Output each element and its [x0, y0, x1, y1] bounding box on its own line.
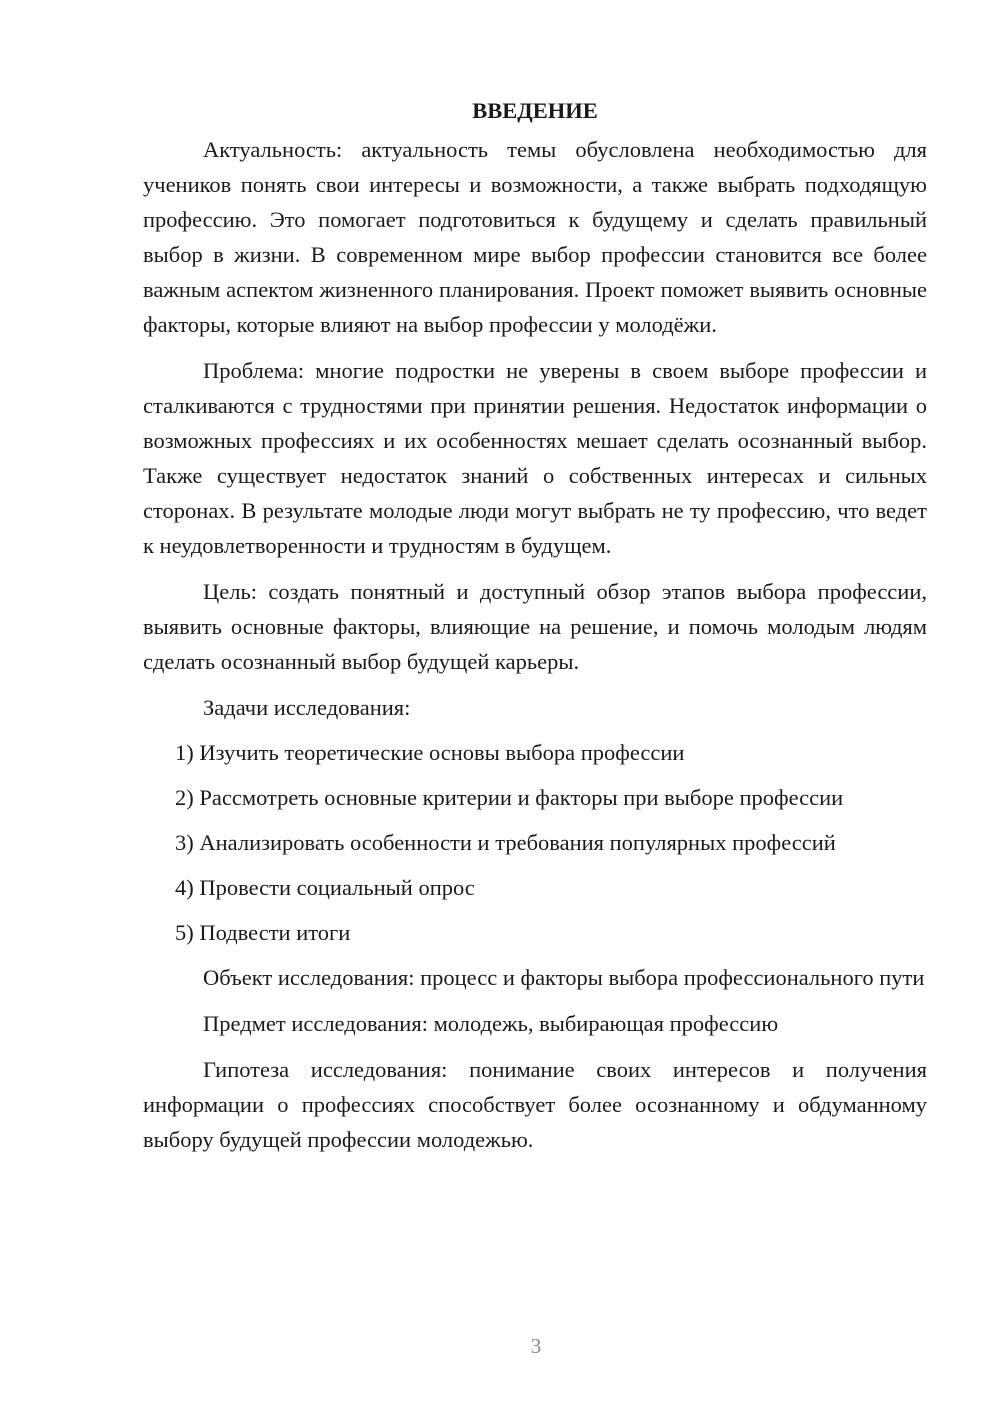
paragraph-object: Объект исследования: процесс и факторы выбора профессионального пути: [203, 965, 925, 990]
paragraph-subject: Предмет исследования: молодежь, выбирающая профессию: [203, 1011, 779, 1036]
task-item: 1) Изучить теоретические основы выбора профессии: [175, 740, 685, 765]
paragraph-goal: Цель: создать понятный и доступный обзор этапов выбора профессии, выявить основные факторы, влияющие на решение, и помочь молодым людям сделать осознанный выбор будущей карьеры.: [143, 579, 927, 674]
paragraph-hypothesis: Гипотеза исследования: понимание своих интересов и получения информации о профессиях способствует более осознанному и обдуманному выбору будущей профессии молодежью.: [143, 1057, 927, 1152]
tasks-heading: Задачи исследования:: [203, 695, 411, 720]
task-item: 4) Провести социальный опрос: [175, 875, 475, 900]
task-item: 3) Анализировать особенности и требования популярных профессий: [175, 830, 836, 855]
task-item: 2) Рассмотреть основные критерии и факторы при выборе профессии: [175, 785, 844, 810]
task-item: 5) Подвести итоги: [175, 920, 351, 945]
paragraph-relevance: Актуальность: актуальность темы обусловлена необходимостью для учеников понять свои интересы и возможности, а также выбрать подходящую профессию. Это помогает подготовиться к будущему и сделать правильный выбор в жизни. В современном мире выбор профессии становится все более важным аспектом жизненного планирования. Проект поможет выявить основные факторы, которые влияют на выбор профессии у молодёжи.: [143, 137, 927, 337]
page-number: 3: [530, 1334, 542, 1358]
paragraph-problem: Проблема: многие подростки не уверены в своем выборе профессии и сталкиваются с трудностями при принятии решения. Недостаток информации о возможных профессиях и их особенностях мешает сделать осознанный выбор. Также существует недостаток знаний о собственных интересах и сильных сторонах. В результате молодые люди могут выбрать не ту профессию, что ведет к неудовлетворенности и трудностям в будущем.: [143, 358, 927, 558]
page-title: ВВЕДЕНИЕ: [472, 98, 598, 123]
document-body: [143, 96, 927, 1168]
